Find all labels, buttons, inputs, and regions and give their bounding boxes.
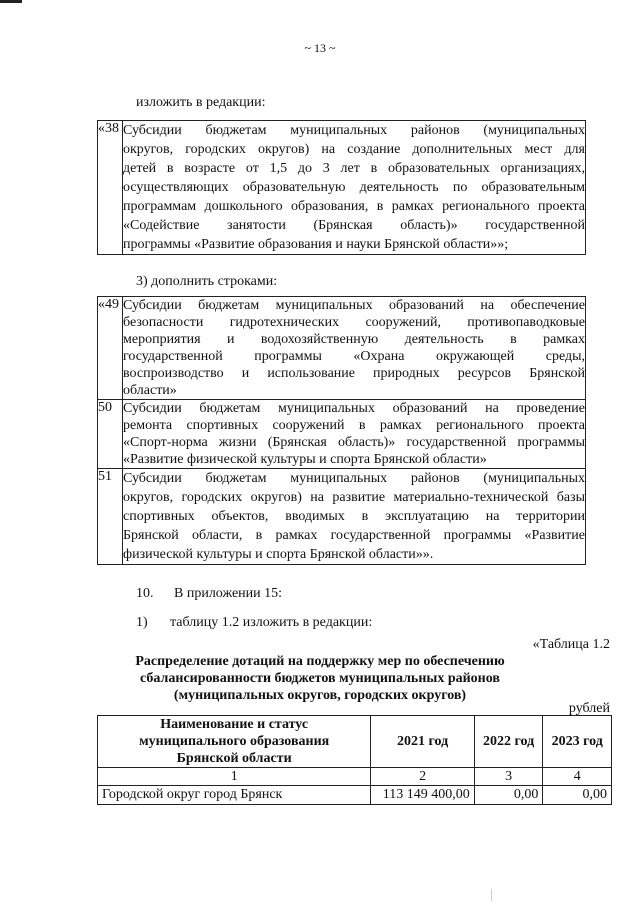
header-year-2022: 2022 год [474, 716, 543, 768]
row-value-2021: 113 149 400,00 [371, 786, 474, 805]
index-cell: 4 [543, 768, 612, 786]
amendment-row [98, 297, 586, 400]
item10-text: В приложении 15: [174, 586, 283, 601]
text-line: Субсидии бюджетам муниципальных образований на проведение [123, 401, 585, 416]
intro-line: изложить в редакции: [136, 95, 266, 110]
text-line: мероприятия и водохозяйственную деятельность в рамках [123, 332, 585, 347]
table-index-row [98, 768, 612, 786]
index-cell: 3 [474, 768, 543, 786]
text-line: программам дошкольного образования, в рамках регионального проекта [123, 199, 585, 214]
text-line: ремонта спортивных сооружений в рамках регионального проекта [123, 418, 585, 433]
text-line: детей в возрасте от 1,5 до 3 лет в образовательных организациях, [123, 161, 585, 176]
item10-number: 10. [136, 586, 154, 601]
text-line: осуществляющих образовательную деятельность по образовательным [123, 180, 585, 195]
title-line: Распределение дотаций на поддержку мер по обеспечению [135, 654, 505, 669]
title-line: сбалансированности бюджетов муниципальных районов [140, 671, 500, 686]
text-line: округов, городских округов) на развитие материально-технической базы [123, 490, 585, 505]
row-text [123, 469, 586, 565]
row-number: «49 [98, 297, 123, 400]
table-title [100, 653, 540, 704]
row-value-2023: 0,00 [543, 786, 612, 805]
index-cell: 2 [371, 768, 474, 786]
row-text [123, 400, 586, 469]
item3-line: 3) дополнить строками: [136, 274, 278, 289]
header-line: муниципального образования [139, 734, 330, 749]
text-line: Субсидии бюджетам муниципальных образований на обеспечение [123, 298, 585, 313]
table-header-row [98, 716, 612, 768]
text-line: воспроизводство и использование природных ресурсов Брянской [123, 366, 585, 381]
table-caption: «Таблица 1.2 [532, 637, 610, 652]
amendment-row [98, 121, 586, 255]
amendment-box-38 [97, 120, 586, 255]
text-line: Брянской области, в рамках государственной программы «Развитие [123, 528, 585, 543]
page-number: ~ 13 ~ [304, 41, 336, 55]
text-line: Субсидии бюджетам муниципальных районов (муниципальных [123, 471, 585, 486]
title-line: (муниципальных округов, городских округов) [173, 688, 467, 703]
text-line: физической культуры и спорта Брянской области»». [123, 547, 434, 562]
row-text [123, 121, 586, 255]
scan-corner-mark [0, 0, 22, 3]
header-line: Наименование и статус [160, 717, 309, 732]
text-line: «Спорт-норма жизни (Брянская область)» государственной программы [123, 435, 585, 450]
row-text [123, 297, 586, 400]
header-name [98, 716, 371, 768]
table-row [98, 786, 612, 805]
text-line: «Развитие физической культуры и спорта Брянской области» [123, 452, 487, 467]
text-line: «Содействие занятости (Брянская область)» государственной [123, 218, 585, 233]
row-number: «38 [98, 121, 123, 255]
item1-text: таблицу 1.2 изложить в редакции: [170, 615, 373, 630]
index-cell: 1 [98, 768, 371, 786]
header-line: Брянской области [176, 751, 292, 766]
header-year-2023: 2023 год [543, 716, 612, 768]
text-line: области» [123, 383, 177, 398]
new-rows-box [97, 296, 586, 565]
scan-artifact [491, 889, 492, 901]
text-line: программы «Развитие образования и науки Брянской области»»; [123, 237, 509, 252]
text-line: Субсидии бюджетам муниципальных районов (муниципальных [123, 123, 585, 138]
text-line: безопасности гидротехнических сооружений, противопаводковые [123, 315, 585, 330]
item1-number: 1) [136, 615, 148, 630]
amendment-row [98, 400, 586, 469]
distribution-table [97, 715, 612, 805]
text-line: государственной программы «Охрана окружающей среды, [123, 349, 585, 364]
row-value-2022: 0,00 [474, 786, 543, 805]
row-number: 51 [98, 469, 123, 565]
text-line: округов, городских округов) на создание дополнительных мест для [123, 142, 585, 157]
row-number: 50 [98, 400, 123, 469]
row-name: Городской округ город Брянск [98, 786, 371, 805]
amendment-row [98, 469, 586, 565]
header-year-2021: 2021 год [371, 716, 474, 768]
text-line: спортивных объектов, вводимых в эксплуатацию на территории [123, 509, 585, 524]
units-label: рублей [568, 701, 610, 716]
